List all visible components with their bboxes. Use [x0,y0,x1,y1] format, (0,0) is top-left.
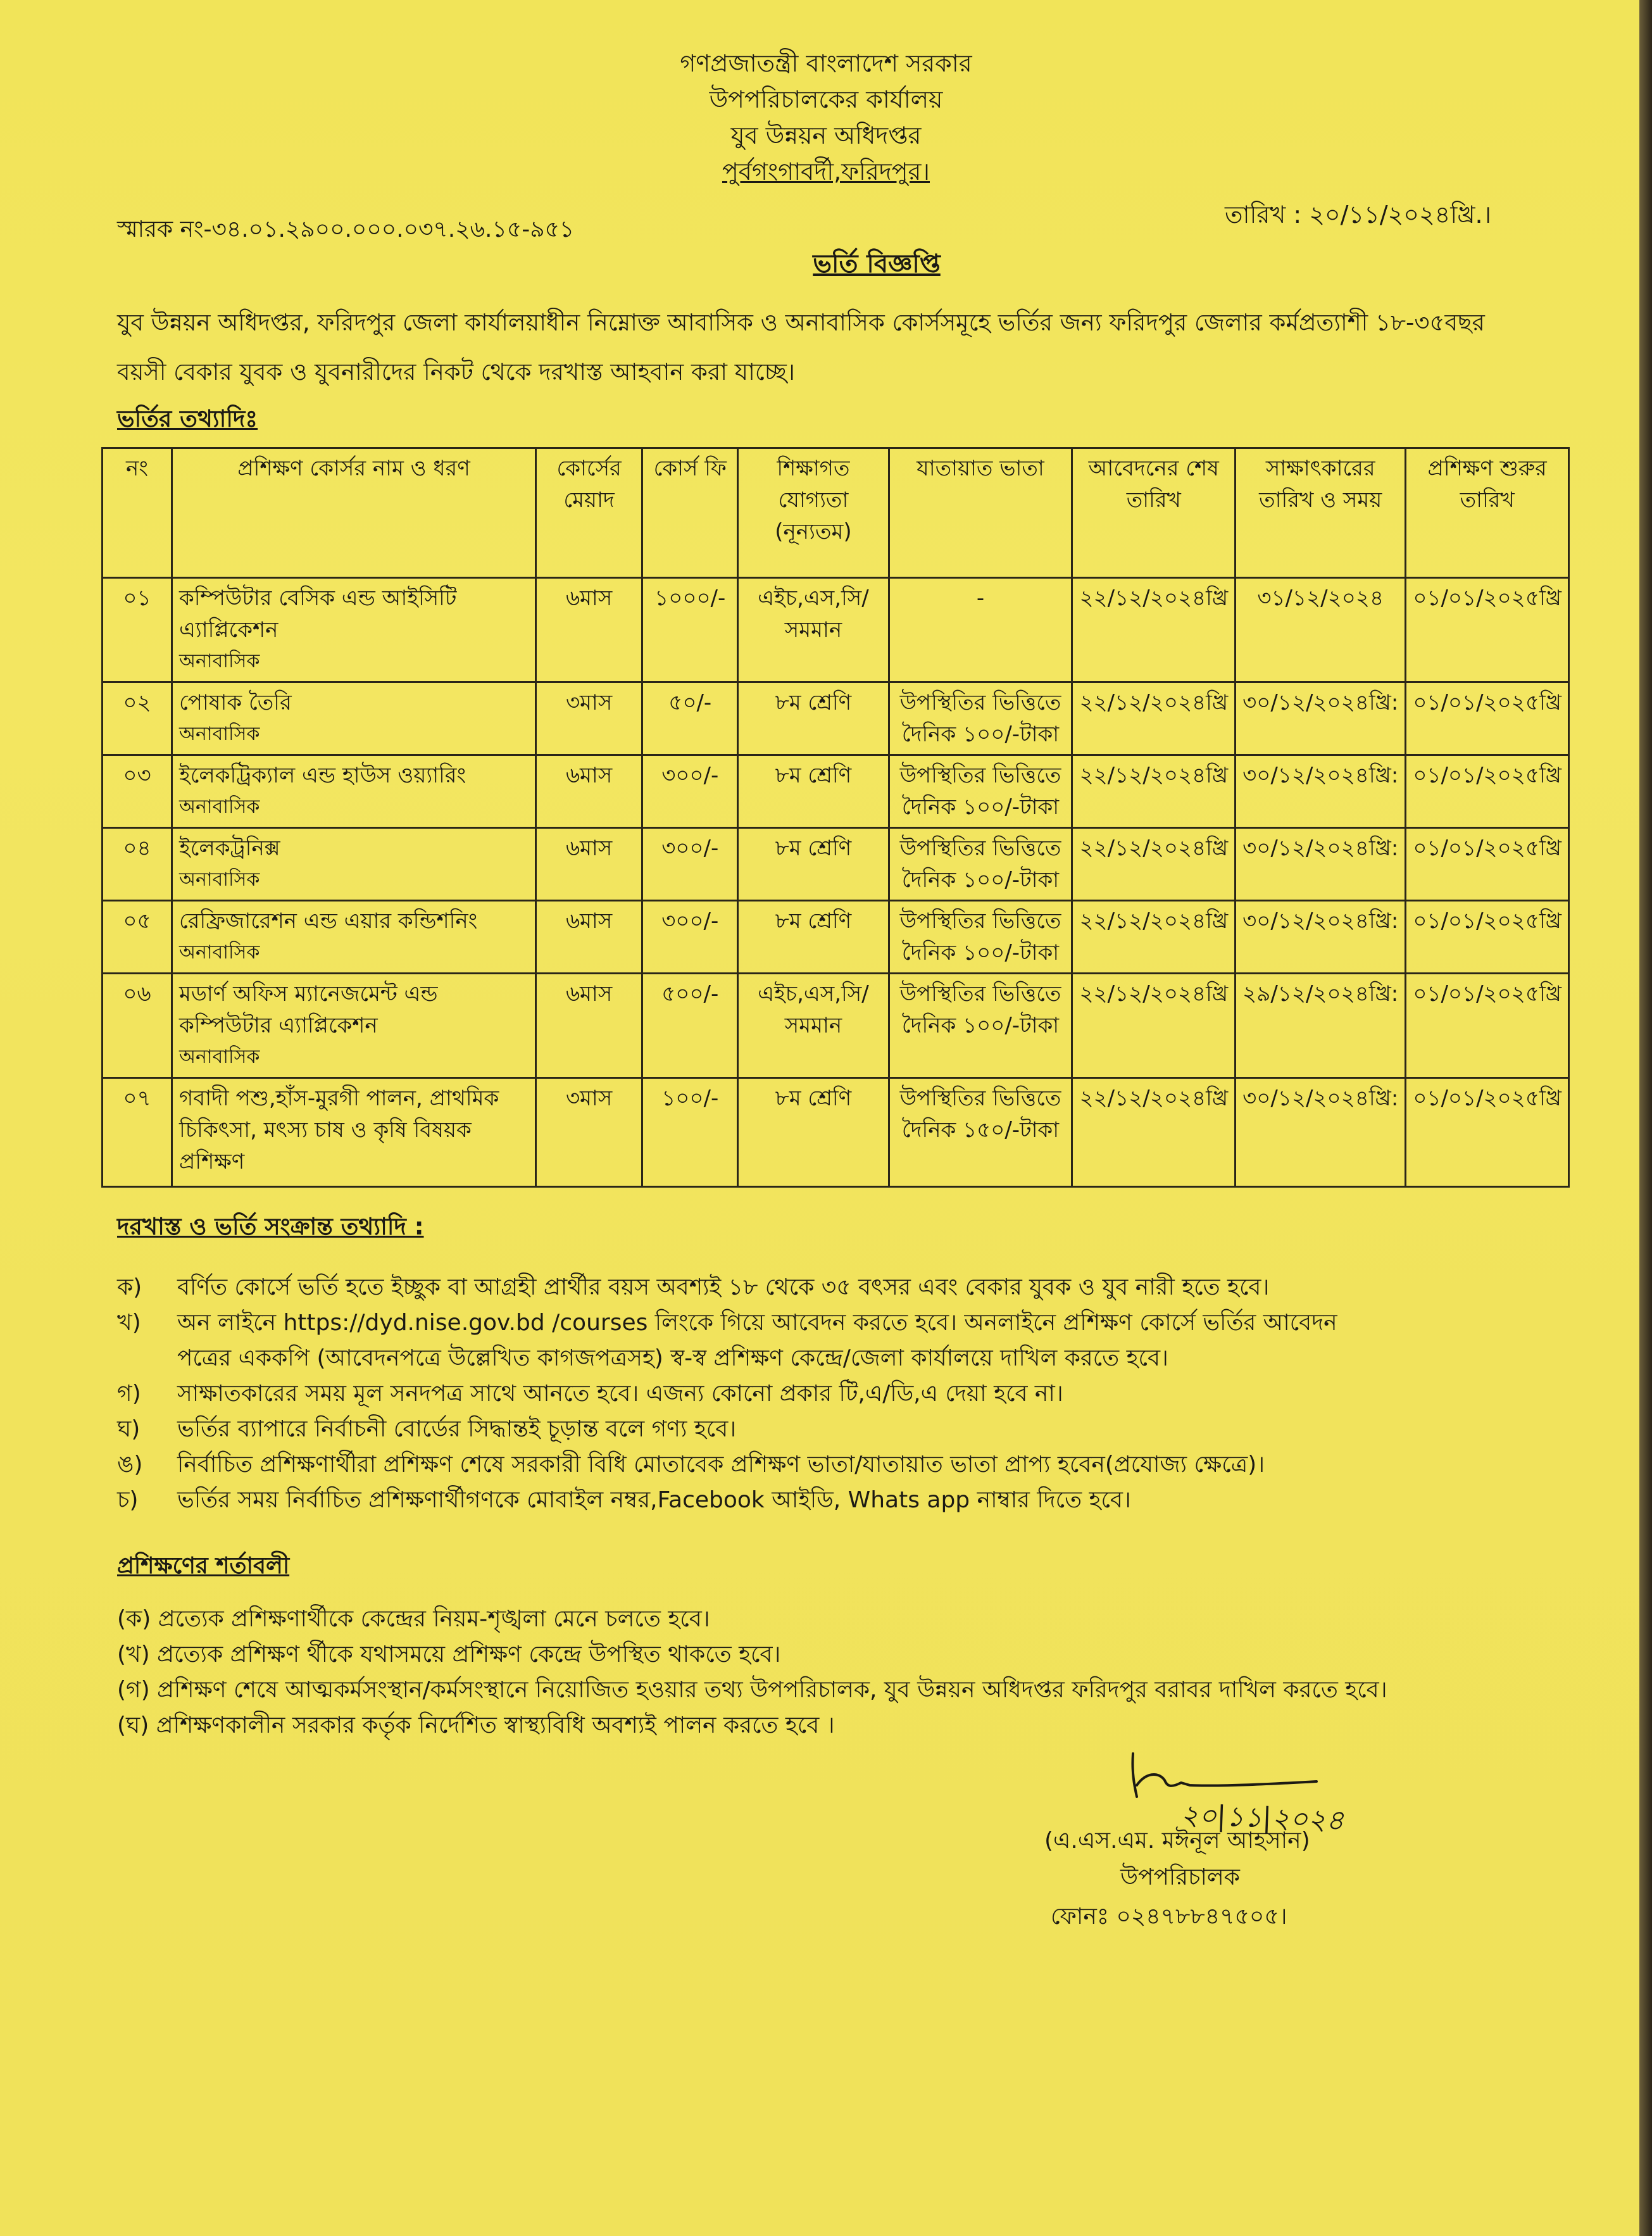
row-course [172,578,536,682]
col-header-duration: কোর্সের মেয়াদ [536,448,642,578]
row-no: ০২ [103,682,172,755]
row-no: ০৫ [103,901,172,974]
col-header-start-date: প্রশিক্ষণ শুরুর তারিখ [1406,448,1569,578]
header-line-2: উপপরিচালকের কার্যালয় [709,85,943,113]
row-start-date: ০১/০১/২০২৫খ্রি [1406,755,1569,828]
row-start-date: ০১/০১/২০২৫খ্রি [1406,1078,1569,1187]
row-duration: ৬মাস [536,974,642,1078]
row-allowance: উপস্থিতির ভিত্তিতে দৈনিক ১০০/-টাকা [889,974,1072,1078]
row-no: ০১ [103,578,172,682]
table-row [103,755,1569,828]
row-allowance: উপস্থিতির ভিত্তিতে দৈনিক ১০০/-টাকা [889,828,1072,901]
col-header-course: প্রশিক্ষণ কোর্সর নাম ও ধরণ [172,448,536,578]
row-duration: ৬মাস [536,755,642,828]
course-name: গবাদী পশু,হাঁস-মুরগী পালন, প্রাথমিক চিকিৎসা, মৎস্য চাষ ও কৃষি বিষয়ক প্রশিক্ষণ [179,1086,499,1174]
row-duration: ৬মাস [536,578,642,682]
term-item: (খ) প্রত্যেক প্রশিক্ষণ র্থীকে যথাসময়ে প্রশিক্ষণ কেন্দ্রে উপস্থিত থাকতে হবে। [117,1642,781,1668]
signatory-name: (এ.এস.এম. মঈনূল আহসান) [1044,1828,1310,1854]
row-interview: ৩০/১২/২০২৪খ্রি: [1236,755,1406,828]
course-type: অনাবাসিক [179,650,260,672]
memo-number: স্মারক নং-৩৪.০১.২৯০০.০০০.০৩৭.২৬.১৫-৯৫১ [117,217,575,242]
row-duration: ৩মাস [536,682,642,755]
table-row [103,974,1569,1078]
table-row [103,682,1569,755]
row-course [172,682,536,755]
item-key: খ) [117,1310,141,1336]
row-allowance: উপস্থিতির ভিত্তিতে দৈনিক ১০০/-টাকা [889,901,1072,974]
course-type: অনাবাসিক [179,796,260,818]
item-text: সাক্ষাতকারের সময় মূল সনদপত্র সাথে আনতে হবে। এজন্য কোনো প্রকার টি,এ/ডি,এ দেয়া হবে না। [177,1381,1063,1407]
col-header-last-date: আবেদনের শেষ তারিখ [1072,448,1236,578]
intro-line-2: বয়সী বেকার যুবক ও যুবনারীদের নিকট থেকে দরখাস্ত আহবান করা যাচ্ছে। [117,358,795,386]
notice-title: ভর্তি বিজ্ঞপ্তি [813,249,941,279]
course-name: ইলেকট্রনিক্স [179,836,280,861]
row-last-date: ২২/১২/২০২৪খ্রি [1072,901,1236,974]
row-allowance: উপস্থিতির ভিত্তিতে দৈনিক ১০০/-টাকা [889,755,1072,828]
course-type: অনাবাসিক [179,941,260,964]
course-name: কম্পিউটার বেসিক এন্ড আইসিটি এ্যাপ্লিকেশন [179,586,457,643]
item-text: নির্বাচিত প্রশিক্ষণার্থীরা প্রশিক্ষণ শেষে সরকারী বিধি মোতাবেক প্রশিক্ষণ ভাতা/যাতায়াত ভাতা প্রাপ্য হবেন(প্রযোজ্য ক্ষেত্রে)। [177,1452,1265,1478]
item-key: ঙ) [117,1452,143,1478]
notice-date: তারিখ : ২০/১১/২০২৪খ্রি.। [1225,201,1492,229]
handwritten-date: ২০|১১|২০২৪ [1180,1799,1345,1837]
table-row [103,901,1569,974]
row-fee: ৩০০/- [642,828,738,901]
row-education: ৮ম শ্রেণি [738,755,889,828]
row-duration: ৩মাস [536,1078,642,1187]
row-fee: ৫০০/- [642,974,738,1078]
header-line-1: গণপ্রজাতন্ত্রী বাংলাদেশ সরকার [680,49,972,77]
application-item [117,1307,1337,1340]
col-header-interview: সাক্ষাৎকারের তারিখ ও সময় [1236,448,1406,578]
row-education: ৮ম শ্রেণি [738,901,889,974]
row-course [172,755,536,828]
row-interview: ৩০/১২/২০২৪খ্রি: [1236,1078,1406,1187]
intro-line-1: যুব উন্নয়ন অধিদপ্তর, ফরিদপুর জেলা কার্যালয়াধীন নিম্নোক্ত আবাসিক ও অনাবাসিক কোর্সসমূহে ভর্তির জন্য ফরিদপুর জেলার কর্মপ্রত্যাশী ১৮-৩৫বছর [117,309,1485,336]
course-name: ইলেকট্রিক্যাল এন্ড হাউস ওয়্যারিং [179,763,466,788]
term-item: (ঘ) প্রশিক্ষণকালীন সরকার কর্তৃক নির্দেশিত স্বাস্থ্যবিধি অবশ্যই পালন করতে হবে । [117,1712,835,1738]
item-key: ক) [117,1274,142,1300]
course-name: পোষাক তৈরি [179,690,292,715]
application-item [117,1448,1265,1481]
row-start-date: ০১/০১/২০২৫খ্রি [1406,974,1569,1078]
row-interview: ৩০/১২/২০২৪খ্রি: [1236,682,1406,755]
row-fee: ১০০/- [642,1078,738,1187]
item-key: গ) [117,1381,141,1407]
row-education: ৮ম শ্রেণি [738,682,889,755]
course-name: মডার্ণ অফিস ম্যানেজমেন্ট এন্ড কম্পিউটার এ্যাপ্লিকেশন [179,981,438,1038]
item-text: ভর্তির ব্যাপারে নির্বাচনী বোর্ডের সিদ্ধান্তই চূড়ান্ত বলে গণ্য হবে। [177,1416,737,1442]
item-key: চ) [117,1487,139,1513]
row-start-date: ০১/০১/২০২৫খ্রি [1406,682,1569,755]
table-row [103,1078,1569,1187]
col-header-education: শিক্ষাগত যোগ্যতা (নূন্যতম) [738,448,889,578]
signatory-phone: ফোনঃ ০২৪৭৮৮৪৭৫০৫। [1051,1904,1287,1930]
row-allowance: উপস্থিতির ভিত্তিতে দৈনিক ১০০/-টাকা [889,682,1072,755]
table-row [103,828,1569,901]
application-info-heading: দরখাস্ত ও ভর্তি সংক্রান্ত তথ্যাদি : [117,1213,424,1240]
admission-info-heading: ভর্তির তথ্যাদিঃ [117,405,258,432]
item-text: অন লাইনে https://dyd.nise.gov.bd /courses লিংকে গিয়ে আবেদন করতে হবে। অনলাইনে প্রশিক্ষণ কোর্সে ভর্তির আবেদন [177,1310,1337,1336]
application-item [117,1342,1168,1375]
row-duration: ৬মাস [536,901,642,974]
row-allowance: - [889,578,1072,682]
row-no: ০৭ [103,1078,172,1187]
header-line-3: যুব উন্নয়ন অধিদপ্তর [730,122,922,149]
course-table [101,447,1570,1188]
row-course [172,974,536,1078]
item-key: ঘ) [117,1416,141,1442]
row-education: ৮ম শ্রেণি [738,1078,889,1187]
office-header [0,46,1652,190]
row-start-date: ০১/০১/২০২৫খ্রি [1406,828,1569,901]
row-fee: ৩০০/- [642,901,738,974]
row-interview: ৩০/১২/২০২৪খ্রি: [1236,828,1406,901]
course-type: অনাবাসিক [179,723,260,745]
course-type: অনাবাসিক [179,1046,260,1068]
application-item [117,1484,1131,1517]
application-item [117,1413,736,1446]
row-allowance: উপস্থিতির ভিত্তিতে দৈনিক ১৫০/-টাকা [889,1078,1072,1187]
row-last-date: ২২/১২/২০২৪খ্রি [1072,755,1236,828]
col-header-fee: কোর্স ফি [642,448,738,578]
col-header-no: নং [103,448,172,578]
row-course [172,828,536,901]
item-text: ভর্তির সময় নির্বাচিত প্রশিক্ষণার্থীগণকে মোবাইল নম্বর,Facebook আইডি, Whats app নাম্বার দিতে হবে। [177,1487,1131,1513]
row-fee: ৩০০/- [642,755,738,828]
col-header-allowance: যাতায়াত ভাতা [889,448,1072,578]
row-last-date: ২২/১২/২০২৪খ্রি [1072,682,1236,755]
row-course [172,1078,536,1187]
table-header-row [103,448,1569,578]
header-line-4: পুর্বগংগাবর্দী,ফরিদপুর। [722,158,930,185]
row-duration: ৬মাস [536,828,642,901]
row-last-date: ২২/১২/২০২৪খ্রি [1072,1078,1236,1187]
course-name: রেফ্রিজারেশন এন্ড এয়ার কন্ডিশনিং [179,908,478,934]
row-education: এইচ,এস,সি/ সমমান [738,578,889,682]
training-terms-heading: প্রশিক্ষণের শর্তাবলী [117,1553,290,1579]
row-last-date: ২২/১২/২০২৪খ্রি [1072,974,1236,1078]
row-course [172,901,536,974]
signatory-designation: উপপরিচালক [1120,1864,1240,1890]
row-education: এইচ,এস,সি/ সমমান [738,974,889,1078]
row-interview: ৩১/১২/২০২৪ [1236,578,1406,682]
row-interview: ২৯/১২/২০২৪খ্রি: [1236,974,1406,1078]
row-last-date: ২২/১২/২০২৪খ্রি [1072,578,1236,682]
row-last-date: ২২/১২/২০২৪খ্রি [1072,828,1236,901]
course-type: অনাবাসিক [179,869,260,891]
item-text: বর্ণিত কোর্সে ভর্তি হতে ইচ্ছুক বা আগ্রহী প্রার্থীর বয়স অবশ্যই ১৮ থেকে ৩৫ বৎসর এবং বেকার যুবক ও যুব নারী হতে হবে। [177,1274,1270,1300]
row-no: ০৪ [103,828,172,901]
row-fee: ৫০/- [642,682,738,755]
row-no: ০৬ [103,974,172,1078]
row-interview: ৩০/১২/২০২৪খ্রি: [1236,901,1406,974]
row-education: ৮ম শ্রেণি [738,828,889,901]
row-fee: ১০০০/- [642,578,738,682]
table-row [103,578,1569,682]
paper-edge-shadow [1639,0,1652,2236]
application-item [117,1271,1269,1304]
application-item [117,1378,1063,1410]
term-item: (গ) প্রশিক্ষণ শেষে আত্মকর্মসংস্থান/কর্মসংস্থানে নিয়োজিত হওয়ার তথ্য উপপরিচালক, যুব উন্নয়ন অধিদপ্তর ফরিদপুর বরাবর দাখিল করতে হবে। [117,1677,1387,1703]
item-text: পত্রের এককপি (আবেদনপত্রে উল্লেখিত কাগজপত্রসহ) স্ব-স্ব প্রশিক্ষণ কেন্দ্রে/জেলা কার্যালয়ে দাখিল করতে হবে। [177,1345,1168,1371]
row-no: ০৩ [103,755,172,828]
row-start-date: ০১/০১/২০২৫খ্রি [1406,578,1569,682]
term-item: (ক) প্রত্যেক প্রশিক্ষণার্থীকে কেন্দ্রের নিয়ম-শৃঙ্খলা মেনে চলতে হবে। [117,1606,710,1632]
row-start-date: ০১/০১/২০২৫খ্রি [1406,901,1569,974]
